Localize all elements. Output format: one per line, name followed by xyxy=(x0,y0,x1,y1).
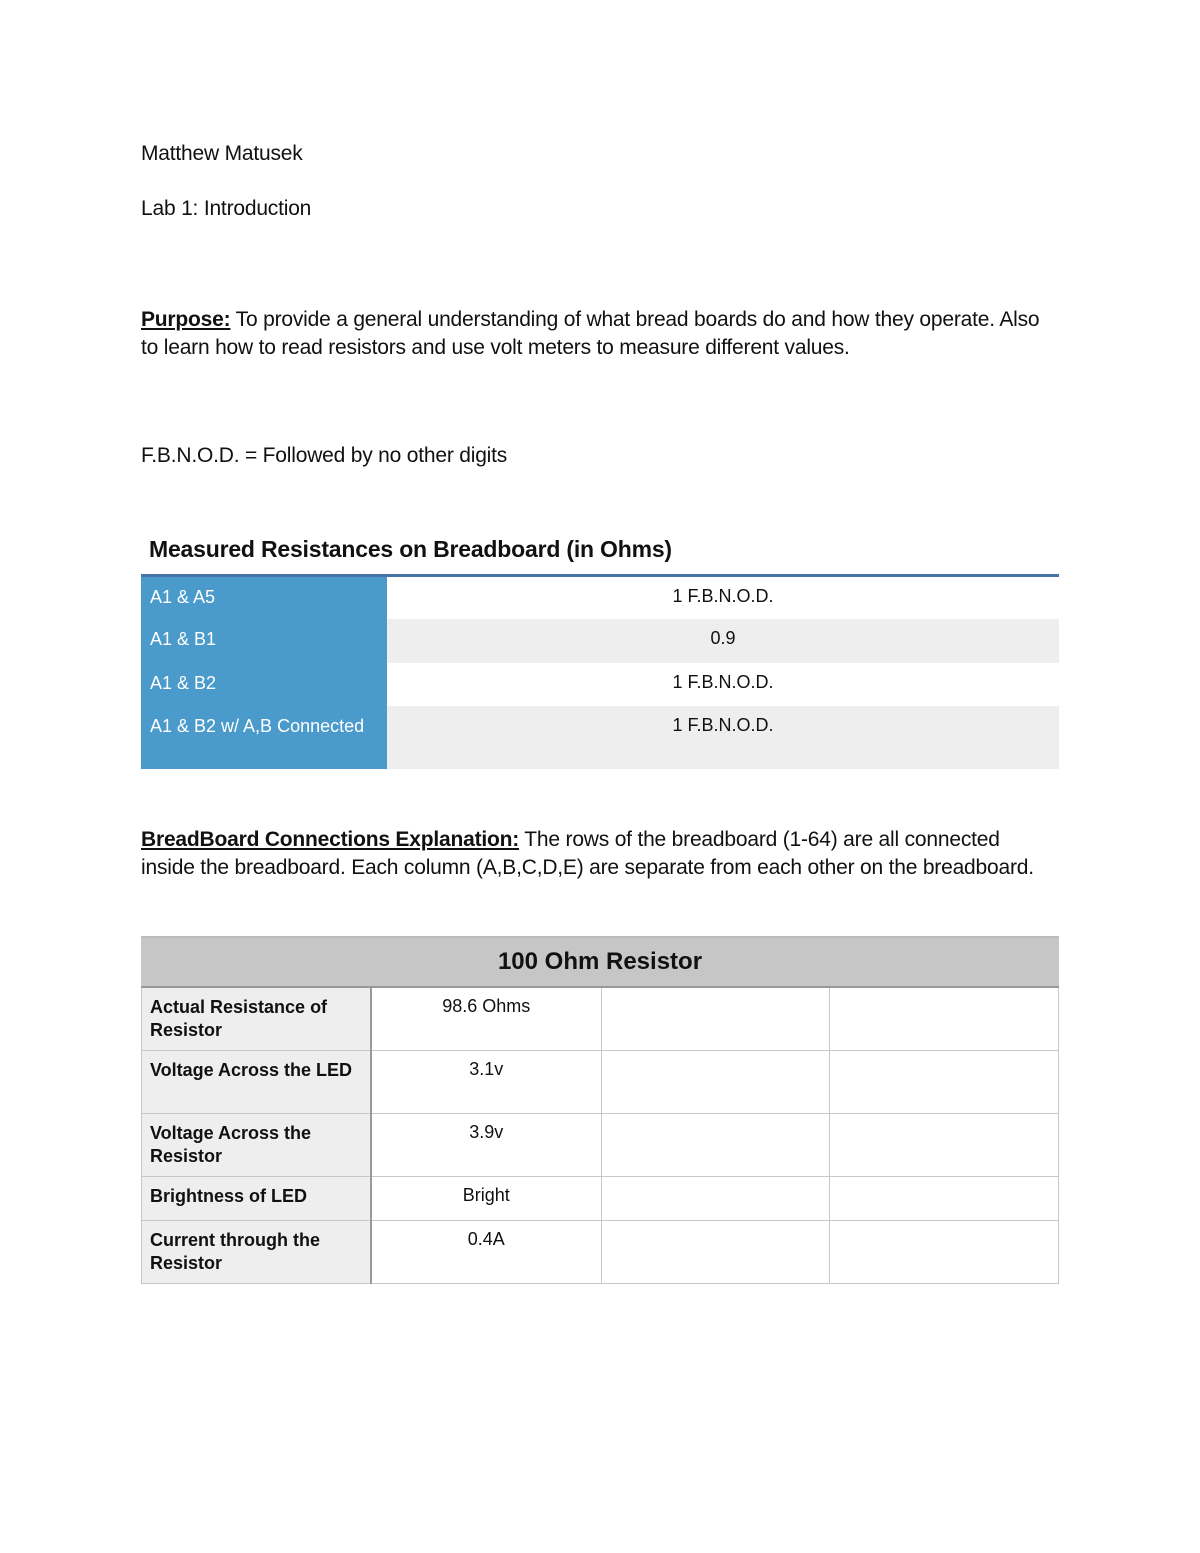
empty-cell xyxy=(601,1114,830,1177)
table-row xyxy=(142,1221,1059,1284)
row-label: Brightness of LED xyxy=(142,1177,371,1221)
empty-cell xyxy=(830,1177,1059,1221)
purpose-paragraph xyxy=(141,306,1041,362)
purpose-label: Purpose: xyxy=(141,308,231,331)
row-value: 1 F.B.N.O.D. xyxy=(672,672,774,692)
abbreviation-note: F.B.N.O.D. = Followed by no other digits xyxy=(141,444,508,467)
empty-cell xyxy=(830,1221,1059,1284)
resistance-table xyxy=(141,577,1059,769)
row-label: A1 & B2 xyxy=(141,663,387,706)
table-row xyxy=(142,1114,1059,1177)
row-value: 3.9v xyxy=(371,1114,601,1177)
empty-cell xyxy=(601,1051,830,1114)
purpose-text: To provide a general understanding of what bread boards do and how they operate. Also to learn how to read resistors and use volt meters to measure different values. xyxy=(141,308,1040,359)
empty-cell xyxy=(601,1177,830,1221)
connections-label: BreadBoard Connections Explanation: xyxy=(141,828,520,851)
table-row xyxy=(142,1177,1059,1221)
empty-cell xyxy=(601,1221,830,1284)
row-label: A1 & B1 xyxy=(141,619,387,663)
row-value: 0.4A xyxy=(371,1221,601,1284)
lab-title: Lab 1: Introduction xyxy=(141,197,312,220)
resistor-table xyxy=(141,936,1059,1284)
table-row xyxy=(141,619,1059,663)
connections-paragraph xyxy=(141,826,1041,882)
row-value: 98.6 Ohms xyxy=(371,987,601,1051)
empty-cell xyxy=(830,987,1059,1051)
row-value: 0.9 xyxy=(387,619,1059,663)
row-value: Bright xyxy=(371,1177,601,1221)
table-row xyxy=(141,577,1059,619)
row-value: 1 F.B.N.O.D. xyxy=(387,706,1059,769)
row-label: Voltage Across the Resistor xyxy=(142,1114,371,1177)
table-row xyxy=(142,1051,1059,1114)
row-label: Current through the Resistor xyxy=(142,1221,371,1284)
row-label: Voltage Across the LED xyxy=(142,1051,371,1114)
empty-cell xyxy=(601,987,830,1051)
table-row xyxy=(141,706,1059,769)
empty-cell xyxy=(830,1051,1059,1114)
table-row xyxy=(141,663,1059,706)
table-row xyxy=(142,987,1059,1051)
row-label: A1 & B2 w/ A,B Connected xyxy=(141,706,387,769)
resistance-table-title: Measured Resistances on Breadboard (in Ohms) xyxy=(149,536,672,562)
resistor-table-title: 100 Ohm Resistor xyxy=(142,937,1059,987)
row-value: 1 F.B.N.O.D. xyxy=(672,586,774,606)
row-value: 3.1v xyxy=(371,1051,601,1114)
empty-cell xyxy=(830,1114,1059,1177)
row-label: A1 & A5 xyxy=(141,577,387,619)
connections-text: The rows of the breadboard (1-64) are all connected inside the breadboard. Each column (A,B,C,D,E) are separate from each other on the breadboard. xyxy=(141,828,1034,879)
author-name: Matthew Matusek xyxy=(141,142,303,165)
row-label: Actual Resistance of Resistor xyxy=(142,987,371,1051)
